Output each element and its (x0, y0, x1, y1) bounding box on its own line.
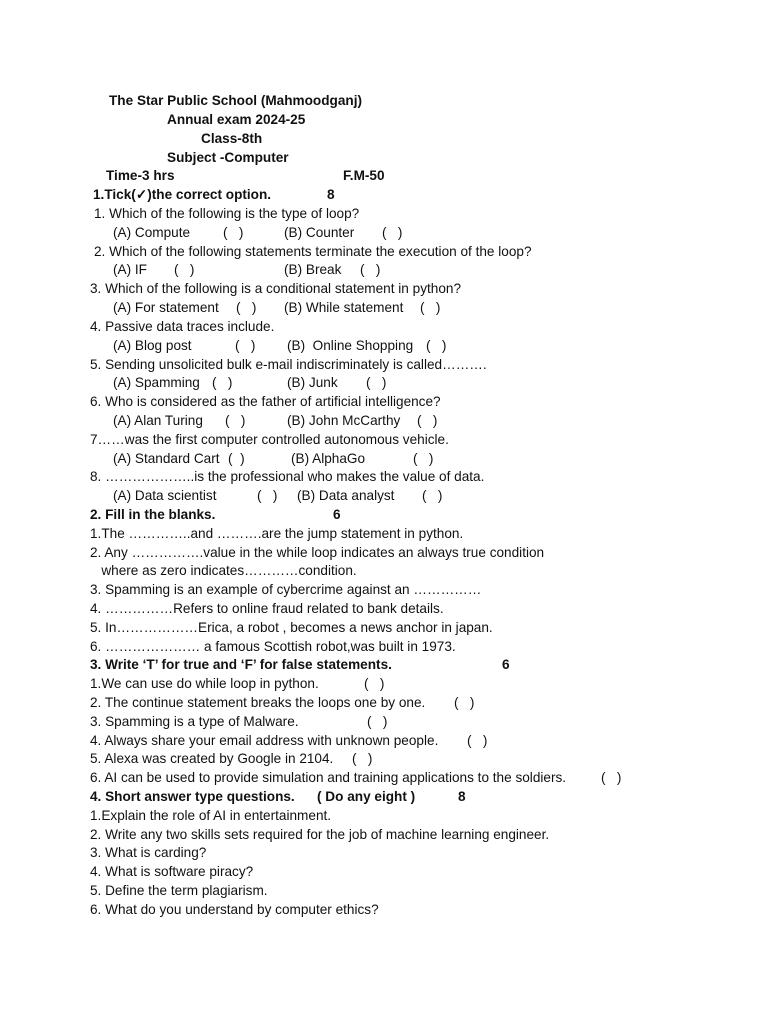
mcq-option-b: (B) Junk (287, 375, 338, 390)
true-false-item: 1.We can use do while loop in python. (90, 676, 319, 691)
true-false-box: ( ) (601, 770, 622, 785)
true-false-item: 2. The continue statement breaks the loops one by one. (90, 695, 426, 710)
mcq-option-a: (A) Blog post (113, 338, 192, 353)
mcq-answer-box: ( ) (223, 225, 244, 240)
mcq-option-b: (B) Counter (284, 225, 355, 240)
mcq-answer-box: ( ) (228, 451, 245, 466)
mcq-option-b: (B) Data analyst (297, 488, 395, 503)
mcq-option-a: (A) Spamming (113, 375, 200, 390)
true-false-box: ( ) (364, 676, 385, 691)
mcq-answer-box: ( ) (225, 413, 246, 428)
subject-label: Subject -Computer (167, 150, 289, 165)
school-name: The Star Public School (Mahmoodganj) (109, 93, 363, 108)
short-answer-item: 4. What is software piracy? (90, 864, 254, 879)
mcq-answer-box: ( ) (426, 338, 447, 353)
time-label: Time-3 hrs (106, 168, 175, 183)
mcq-answer-box: ( ) (360, 262, 381, 277)
section2-marks: 6 (333, 507, 341, 522)
mcq-option-b: (B) John McCarthy (287, 413, 401, 428)
section3-marks: 6 (502, 657, 510, 672)
mcq-question: 6. Who is considered as the father of artificial intelligence? (90, 394, 441, 409)
mcq-answer-box: ( ) (174, 262, 195, 277)
mcq-answer-box: ( ) (413, 451, 434, 466)
true-false-box: ( ) (352, 751, 373, 766)
section2-heading: 2. Fill in the blanks. (90, 507, 216, 522)
mcq-question: 2. Which of the following statements terminate the execution of the loop? (94, 244, 532, 259)
short-answer-item: 2. Write any two skills sets required for the job of machine learning engineer. (90, 827, 550, 842)
section4-note: ( Do any eight ) (317, 789, 416, 804)
short-answer-item: 3. What is carding? (90, 845, 207, 860)
mcq-answer-box: ( ) (366, 375, 387, 390)
true-false-item: 6. AI can be used to provide simulation and training applications to the soldiers. (90, 770, 567, 785)
section1-marks: 8 (327, 187, 335, 202)
short-answer-item: 1.Explain the role of AI in entertainment. (90, 808, 332, 823)
fill-blank-item: 1.The …………..and ……….are the jump statement in python. (90, 526, 464, 541)
true-false-box: ( ) (454, 695, 475, 710)
true-false-box: ( ) (367, 714, 388, 729)
section4-marks: 8 (458, 789, 466, 804)
mcq-option-a: (A) Data scientist (113, 488, 217, 503)
class-label: Class-8th (201, 131, 263, 146)
mcq-option-b: (B) Break (284, 262, 342, 277)
exam-title: Annual exam 2024-25 (167, 112, 306, 127)
fill-blank-item: where as zero indicates…………condition. (90, 563, 357, 578)
section3-heading: 3. Write ‘T’ for true and ‘F’ for false statements. (90, 657, 392, 672)
mcq-answer-box: ( ) (382, 225, 403, 240)
mcq-answer-box: ( ) (235, 338, 256, 353)
mcq-answer-box: ( ) (420, 300, 441, 315)
mcq-option-a: (A) Alan Turing (113, 413, 203, 428)
mcq-question: 3. Which of the following is a conditional statement in python? (90, 281, 462, 296)
mcq-option-a: (A) Standard Cart (113, 451, 220, 466)
mcq-option-b: (B) While statement (284, 300, 404, 315)
true-false-item: 5. Alexa was created by Google in 2104. (90, 751, 334, 766)
mcq-option-a: (A) Compute (113, 225, 191, 240)
fill-blank-item: 4. ……………Refers to online fraud related to bank details. (90, 601, 444, 616)
fill-blank-item: 5. In………………Erica, a robot , becomes a news anchor in japan. (90, 620, 493, 635)
mcq-answer-box: ( ) (212, 375, 233, 390)
mcq-option-b: (B) AlphaGo (291, 451, 366, 466)
mcq-option-b: (B) Online Shopping (287, 338, 414, 353)
full-marks-label: F.M-50 (343, 168, 385, 183)
mcq-answer-box: ( ) (417, 413, 438, 428)
true-false-box: ( ) (467, 733, 488, 748)
short-answer-item: 6. What do you understand by computer ethics? (90, 902, 379, 917)
fill-blank-item: 2. Any …………….value in the while loop indicates an always true condition (90, 545, 545, 560)
section4-heading: 4. Short answer type questions. (90, 789, 295, 804)
mcq-answer-box: ( ) (257, 488, 278, 503)
mcq-option-a: (A) IF (113, 262, 147, 277)
mcq-question: 8. ………………..is the professional who makes the value of data. (90, 469, 485, 484)
true-false-item: 3. Spamming is a type of Malware. (90, 714, 299, 729)
mcq-question: 7……was the first computer controlled autonomous vehicle. (90, 432, 449, 447)
mcq-answer-box: ( ) (236, 300, 257, 315)
true-false-item: 4. Always share your email address with unknown people. (90, 733, 439, 748)
mcq-answer-box: ( ) (422, 488, 443, 503)
section1-heading: 1.Tick(✓)the correct option. (93, 187, 272, 202)
fill-blank-item: 3. Spamming is an example of cybercrime against an …………… (90, 582, 482, 597)
short-answer-item: 5. Define the term plagiarism. (90, 883, 268, 898)
fill-blank-item: 6. ………………… a famous Scottish robot,was built in 1973. (90, 639, 456, 654)
mcq-option-a: (A) For statement (113, 300, 219, 315)
mcq-question: 4. Passive data traces include. (90, 319, 275, 334)
mcq-question: 5. Sending unsolicited bulk e-mail indiscriminately is called………. (90, 357, 487, 372)
mcq-question: 1. Which of the following is the type of loop? (94, 206, 360, 221)
